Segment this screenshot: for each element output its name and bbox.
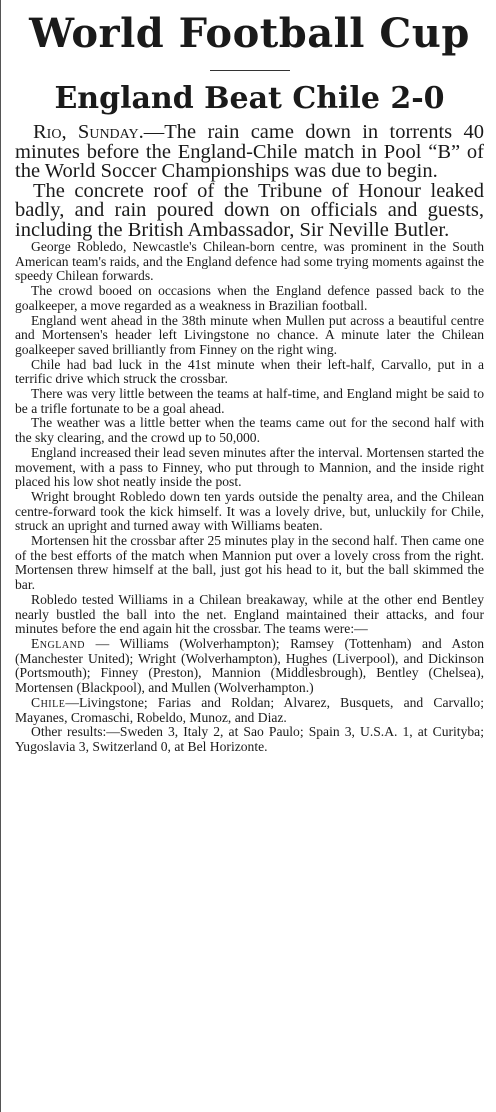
body-paragraph <box>15 593 484 637</box>
body-paragraph <box>15 490 484 534</box>
body-paragraph <box>15 446 484 490</box>
body-paragraph <box>15 240 484 284</box>
paragraph-text: Wright brought Robledo down ten yards outside the penalty area, and the Chilean centre-forward took the kick himself. It was a lovely drive, but, unluckily for Chile, struck an upright and turned away with Williams beaten. <box>15 488 484 534</box>
paragraph-text: George Robledo, Newcastle's Chilean-born centre, was prominent in the South American team's raids, and the England defence had some trying moments against the speedy Chilean forwards. <box>15 239 484 284</box>
headline-divider <box>210 70 290 71</box>
lineup-text: — Williams (Wolverhampton); Ramsey (Tottenham) and Aston (Manchester United); Wright (Wolverhampton), Hughes (Liverpool), and Dickinson (Portsmouth); Finney (Preston), Mannion (Middlesbrough), Bentley (Chelsea), Mortensen (Blackpool), and Mullen (Wolverhampton.) <box>15 635 484 696</box>
team-lineup-chile <box>15 696 484 725</box>
paragraph-text: Chile had bad luck in the 41st minute when their left-half, Carvallo, put in a terrific drive which struck the crossbar. <box>15 356 484 387</box>
dateline: Rio, Sunday. <box>33 121 144 143</box>
other-results <box>15 725 484 754</box>
body-paragraph <box>15 534 484 593</box>
team-lineup-england <box>15 637 484 696</box>
paragraph-text: There was very little between the teams at half-time, and England might be said to be a trifle fortunate to be a goal ahead. <box>15 386 484 416</box>
body-paragraph <box>15 314 484 358</box>
team-name: England <box>31 635 86 651</box>
subheadline: England Beat Chile 2-0 <box>54 81 445 116</box>
lead-paragraph <box>15 123 484 182</box>
paragraph-text: The weather was a little better when the teams came out for the second half with the sky clearing, and the crowd up to 50,000. <box>15 415 484 446</box>
lead-paragraph <box>15 179 484 241</box>
body-paragraph <box>15 284 484 313</box>
paragraph-text: The crowd booed on occasions when the England defence passed back to the goalkeeper, a move regarded as a weakness in Brazilian football. <box>15 283 484 313</box>
paragraph-text: England increased their lead seven minutes after the interval. Mortensen started the movement, with a pass to Finney, who put through to Mannion, and the inside right placed his low shot neatly inside the post. <box>15 444 484 490</box>
body-paragraph <box>15 358 484 387</box>
paragraph-text: England went ahead in the 38th minute when Mullen put across a beautiful centre and Mortensen's header left Livingstone no chance. A minute later the Chilean goalkeeper saved brilliantly from Finney on the right wing. <box>15 312 484 357</box>
paragraph-text: Robledo tested Williams in a Chilean breakaway, while at the other end Bentley nearly bustled the ball into the net. England maintained their attacks, and four minutes before the end again hit the crossbar. The teams were:— <box>15 591 484 637</box>
body-paragraph <box>15 387 484 416</box>
paragraph-text: Other results:—Sweden 3, Italy 2, at Sao Paulo; Spain 3, U.S.A. 1, at Curityba; Yugoslavia 3, Switzerland 0, at Bel Horizonte. <box>15 724 484 754</box>
lead-text: The concrete roof of the Tribune of Honour leaked badly, and rain poured down on officials and guests, including the British Ambassador, Sir Neville Butler. <box>15 179 484 241</box>
lineup-text: —Livingstone; Farias and Roldan; Alvarez, Busquets, and Carvallo; Mayanes, Cromaschi, Robeldo, Munoz, and Diaz. <box>15 694 484 725</box>
team-name: Chile <box>31 694 66 710</box>
headline: World Football Cup <box>29 10 470 57</box>
body-paragraph <box>15 416 484 445</box>
paragraph-text: Mortensen hit the crossbar after 25 minutes play in the second half. Then came one of the best efforts of the match when Mannion put over a lovely cross from the right. Mortensen threw himself at the ball, just got his head to it, but the ball skimmed the bar. <box>15 533 484 593</box>
lead-text: —The rain came down in torrents 40 minutes before the England-Chile match in Pool “B” of the World Soccer Championships was due to begin. <box>15 121 484 182</box>
